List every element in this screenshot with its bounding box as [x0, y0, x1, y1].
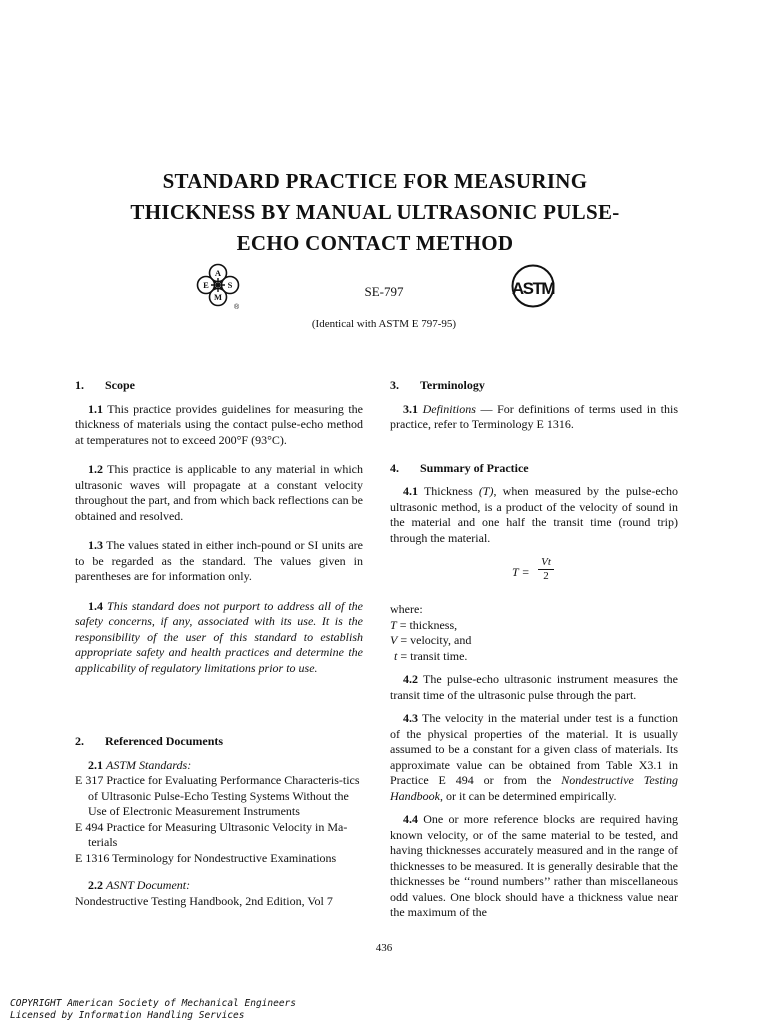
paragraph-text: , when measured by the pulse-echo ultrasonic method, is a product of the velocity of sound in the material and one half the transit time (round trip) through the material. [390, 484, 678, 545]
right-column [390, 378, 678, 929]
paragraph-1-2 [75, 462, 363, 524]
asme-letter-m: M [213, 292, 223, 302]
title-line-3: ECHO CONTACT METHOD [236, 231, 514, 255]
registered-mark: ® [234, 304, 240, 311]
asme-letter-a: A [214, 268, 222, 278]
section-title: Terminology [420, 378, 485, 392]
astm-logo-text: ASTM [511, 279, 555, 298]
section-heading-referenced-documents [75, 734, 363, 750]
paragraph-2-2 [75, 878, 363, 894]
document-title [60, 166, 690, 259]
section-title: Summary of Practice [420, 460, 529, 475]
paragraph-3-1 [390, 402, 678, 433]
formula-lhs: T = [512, 565, 530, 579]
definition-time [390, 649, 678, 665]
paragraph-2-1 [75, 758, 363, 774]
paragraph-label: ASNT Document: [106, 878, 191, 892]
paragraph-label: ASTM Standards: [106, 757, 192, 772]
reference-asnt-handbook: Nondestructive Testing Handbook, 2nd Edition, Vol 7 [75, 893, 333, 908]
section-number: 2. [75, 734, 84, 748]
paragraph-text: This practice provides guidelines for measuring the thickness of materials using the contact pulse-echo method at temperatures not to exceed 200°F (93°C). [75, 401, 363, 447]
paragraph-number: 1.2 [88, 462, 103, 476]
section-heading-terminology [390, 378, 678, 394]
thickness-formula [390, 556, 678, 588]
section-heading-summary [390, 461, 678, 477]
definition-text: = transit time. [397, 648, 468, 663]
definition-text: = velocity, and [397, 633, 472, 647]
formula-numerator: Vt [538, 556, 554, 570]
title-line-1: STANDARD PRACTICE FOR MEASURING [162, 169, 588, 193]
paragraph-4-3 [390, 711, 678, 804]
section-number: 3. [390, 378, 399, 392]
reference-e317: E 317 Practice for Evaluating Performance Characteris-tics of Ultrasonic Pulse-Echo Testing Systems Without the Use of Electronic Measurement Instruments [75, 773, 360, 818]
left-column [75, 378, 363, 917]
paragraph-text: This practice is applicable to any material in which ultrasonic waves will propagate at a constant velocity throughout the part, and from which back reflections can be obtained and resolved. [75, 462, 363, 523]
identical-note: (Identical with ASTM E 797-95) [311, 318, 457, 330]
definition-thickness [390, 618, 678, 634]
paragraph-4-2 [390, 672, 678, 703]
paragraph-number: 2.1 [88, 757, 103, 772]
paragraph-text: Thickness [418, 484, 479, 498]
section-title: Scope [105, 378, 135, 392]
paragraph-text: The velocity in the material under test is a function of the physical properties of the material. It is usually assumed to be a constant for a given class of materials. Its approximate value can be obtained from Table X3.1 in Practice E 494 or from the [390, 711, 678, 787]
symbol: t [394, 648, 398, 663]
paragraph-number: 1.1 [88, 401, 103, 416]
footer-line-1: COPYRIGHT American Society of Mechanical Engineers [10, 998, 296, 1009]
symbol-t: (T) [478, 484, 494, 498]
paragraph-1-4 [75, 599, 363, 677]
paragraph-number: 4.3 [403, 711, 418, 725]
standard-designation: SE-797 [364, 284, 404, 299]
where-label: where: [390, 602, 423, 616]
paragraph-number: 1.4 [88, 598, 103, 613]
definition-velocity [390, 633, 678, 649]
formula-fraction [538, 556, 554, 583]
astm-logo [511, 264, 555, 308]
paragraph-number: 4.4 [403, 812, 418, 826]
paragraph-label: Definitions [422, 401, 476, 416]
paragraph-text: One or more reference blocks are required having known velocity, or of the same material to be tested, and having thicknesses accurately measured and in the range of thicknesses to be measured. It is generally desirable that the thicknesses be ‘‘round numbers’’ rather than miscellaneous odd values. One block should have a thickness value near the maximum of the [390, 812, 678, 919]
paragraph-4-1 [390, 484, 678, 546]
paragraph-number: 3.1 [403, 401, 418, 416]
paragraph-text: — For definitions of terms used in this practice, refer to Terminology E 1316. [390, 401, 678, 431]
title-line-2: THICKNESS BY MANUAL ULTRASONIC PULSE- [130, 200, 620, 224]
section-number: 4. [390, 460, 399, 475]
section-number: 1. [75, 378, 84, 392]
paragraph-1-3 [75, 538, 363, 585]
copyright-footer [10, 998, 296, 1022]
paragraph-text: The values stated in either inch-pound or SI units are to be regarded as the standard. The values given in parentheses are for information only. [75, 538, 363, 583]
footer-line-2: Licensed by Information Handling Services [10, 1010, 245, 1021]
paragraph-number: 4.2 [403, 672, 418, 686]
paragraph-number: 4.1 [403, 484, 418, 498]
paragraph-number: 1.3 [88, 538, 103, 552]
reference-e1316: E 1316 Terminology for Nondestructive Examinations [75, 850, 337, 865]
paragraph-4-4 [390, 812, 678, 921]
asme-letter-e: E [203, 280, 209, 290]
asme-letter-s: S [227, 280, 233, 290]
paragraph-text: This standard does not purport to address all of the safety concerns, if any, associated with its use. It is the responsibility of the user of this standard to establish appropriate safety and health practices and determine the applicability of regulatory limitations prior to use. [75, 598, 363, 675]
paragraph-1-1 [75, 402, 363, 449]
definition-text: = thickness, [396, 617, 458, 632]
handbook-title: Nondestructive Testing Handbook [390, 773, 678, 803]
paragraph-text: , or it can be determined empirically. [440, 788, 617, 803]
page-number: 436 [375, 942, 393, 954]
symbol: T [390, 617, 397, 632]
paragraph-number: 2.2 [88, 878, 103, 892]
symbol: V [390, 633, 398, 647]
formula-denominator: 2 [543, 570, 549, 582]
section-title: Referenced Documents [105, 734, 224, 748]
section-heading-scope [75, 378, 363, 394]
reference-e494: E 494 Practice for Measuring Ultrasonic Velocity in Ma-terials [75, 819, 348, 849]
paragraph-text: The pulse-echo ultrasonic instrument measures the transit time of the ultrasonic pulse through the part. [390, 672, 678, 702]
